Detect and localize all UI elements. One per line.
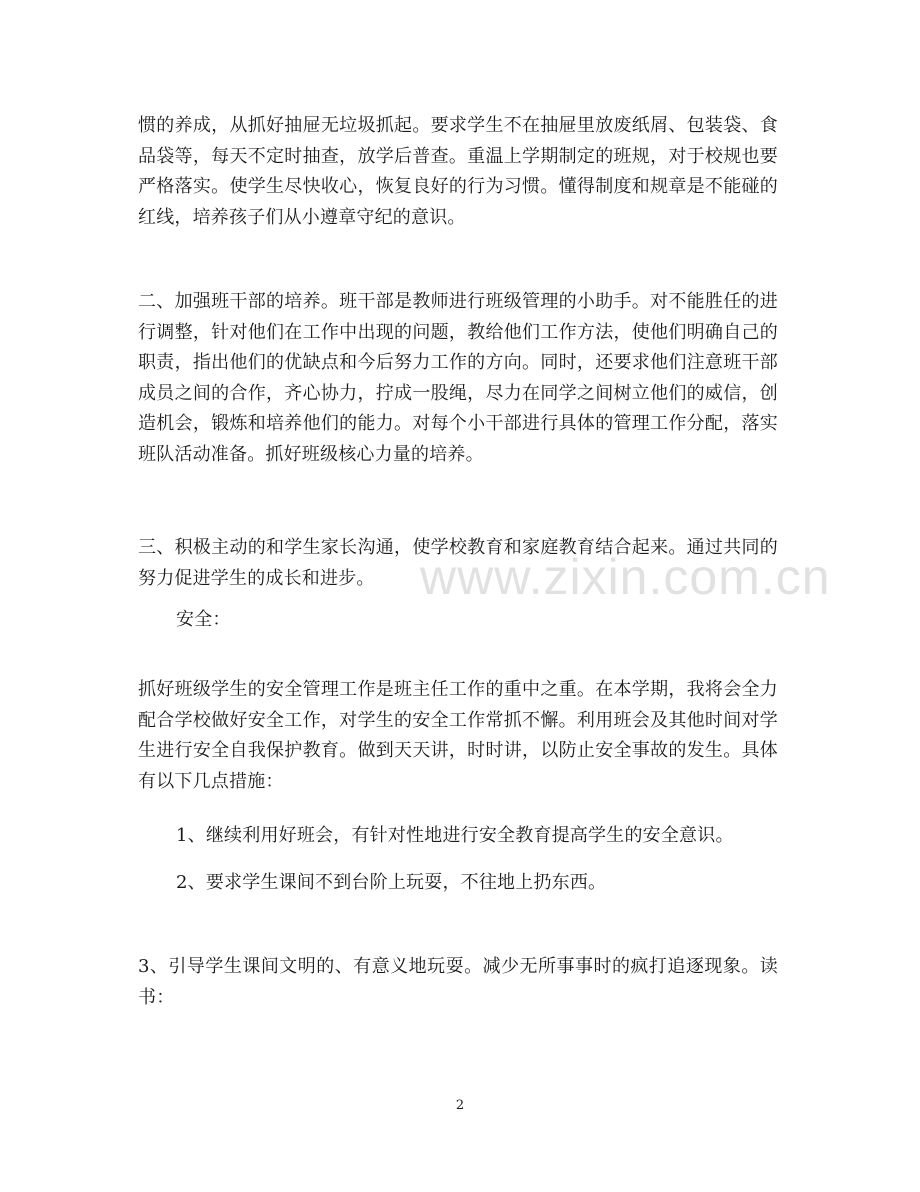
section-heading-safety: 安全： [176,609,231,630]
paragraph-habits: 惯的养成，从抓好抽屉无垃圾抓起。要求学生不在抽屉里放废纸屑、包装袋、食品袋等，每天不定时抽查，放学后普查。重温上学期制定的班规，对于校规也要严格落实。使学生尽快收心，恢复良好的行为习惯。懂得制度和规章是不能碰的红线，培养孩子们从小遵章守纪的意识。 [138,115,778,228]
list-item-safety-1: 1、继续利用好班会，有针对性地进行安全教育提高学生的安全意识。 [176,825,734,846]
list-item-safety-2: 2、要求学生课间不到台阶上玩耍，不往地上扔东西。 [176,872,607,893]
paragraph-class-cadres: 二、加强班干部的培养。班干部是教师进行班级管理的小助手。对不能胜任的进行调整，针对他们在工作中出现的问题，教给他们工作方法，使他们明确自己的职责，指出他们的优缺点和今后努力工作的方向。同时，还要求他们注意班干部成员之间的合作，齐心协力，拧成一股绳，尽力在同学之间树立他们的威信，创造机会，锻炼和培养他们的能力。对每个小干部进行具体的管理工作分配，落实班队活动准备。抓好班级核心力量的培养。 [138,291,778,465]
watermark-logo: www.zixin.com.cn [420,549,831,605]
paragraph-parent-communication: 三、积极主动的和学生家长沟通，使学校教育和家庭教育结合起来。通过共同的努力促进学生的成长和进步。 [138,537,778,589]
paragraph-safety-management: 抓好班级学生的安全管理工作是班主任工作的重中之重。在本学期，我将会全力配合学校做好安全工作，对学生的安全工作常抓不懈。利用班会及其他时间对学生进行安全自我保护教育。做到天天讲，时时讲，以防止安全事故的发生。具体有以下几点措施： [138,679,778,792]
page-number: 2 [455,1098,465,1113]
list-item-safety-3: 3、引导学生课间文明的、有意义地玩耍。减少无所事事时的疯打追逐现象。读书： [138,956,778,1008]
